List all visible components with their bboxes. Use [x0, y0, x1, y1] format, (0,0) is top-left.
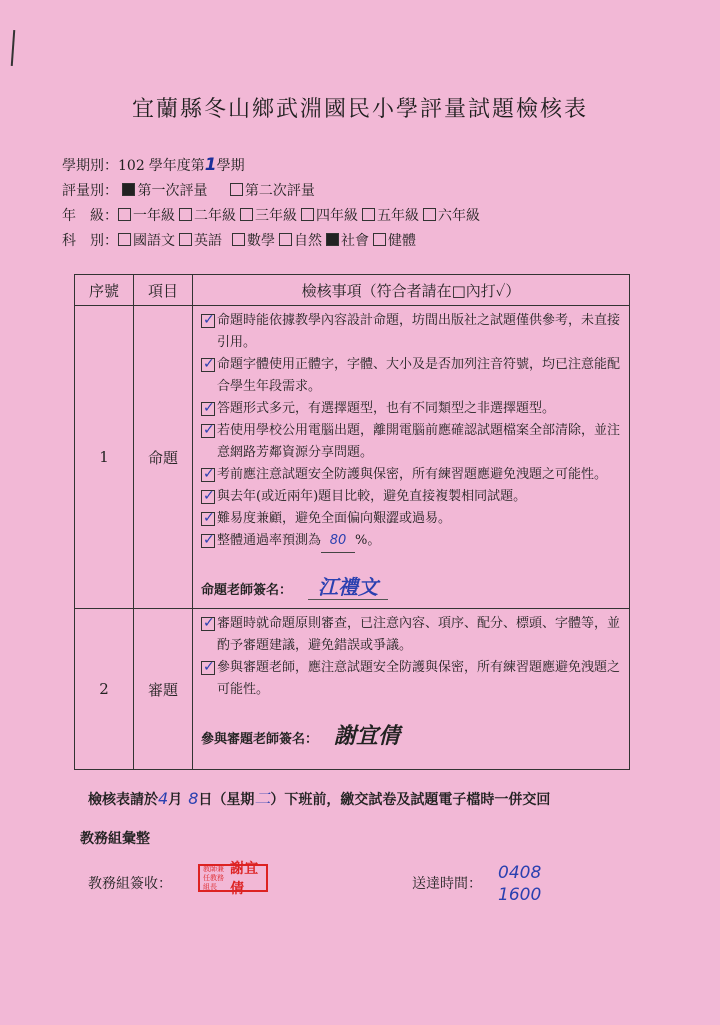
reviewer-signature-line: 參與審題老師簽名： 謝宜倩	[201, 724, 401, 749]
semester-number: 1	[204, 155, 217, 175]
grade-option[interactable]: 二年級	[179, 208, 236, 224]
grade-option[interactable]: 三年級	[240, 208, 297, 224]
deadline-day[interactable]: 8	[188, 789, 199, 808]
subject-option[interactable]: 英語	[179, 233, 222, 249]
checkbox-icon[interactable]	[201, 402, 215, 416]
checkbox-icon	[122, 183, 135, 196]
checkbox-icon[interactable]	[201, 534, 215, 548]
setter-signature[interactable]: 江禮文	[308, 575, 388, 600]
checkmark-icon: ✓	[203, 466, 215, 482]
checkbox-icon	[118, 233, 131, 246]
checkbox-icon[interactable]	[201, 314, 215, 328]
pass-rate-value[interactable]: 80	[321, 530, 355, 553]
checkbox-icon	[362, 208, 375, 221]
row-checks	[193, 609, 630, 770]
checkbox-icon	[179, 208, 192, 221]
check-item[interactable]: ✓ 答題形式多元，有選擇題型，也有不同類型之非選擇題型。	[201, 398, 623, 420]
row-number: 1	[75, 306, 134, 609]
semester-year: 102	[118, 158, 145, 174]
checkmark-icon: ✓	[203, 615, 215, 631]
check-item[interactable]: ✓ 參與審題老師，應注意試題安全防護與保密，所有練習題應避免洩題之可能性。	[201, 657, 623, 701]
setter-signature-line: 命題老師簽名： 江禮文	[201, 571, 623, 600]
send-time-label: 送達時間：	[412, 876, 482, 892]
subject-option[interactable]: 社會	[326, 233, 369, 249]
table-header-row	[75, 275, 630, 306]
checkbox-icon	[326, 233, 339, 246]
checkbox-icon	[240, 208, 253, 221]
header-check: 檢核事項（符合者請在□內打✓）	[193, 275, 630, 306]
reviewer-signature[interactable]: 謝宜倩	[334, 724, 401, 749]
checkmark-icon: ✓	[203, 532, 215, 548]
row-item: 審題	[134, 609, 193, 770]
checkbox-icon	[230, 183, 243, 196]
stamp-name: 謝宜倩	[230, 861, 259, 897]
checkbox-icon[interactable]	[201, 424, 215, 438]
grade-option[interactable]: 一年級	[118, 208, 175, 224]
grade-label: 年 級：	[62, 208, 118, 224]
send-time-value[interactable]	[498, 862, 541, 906]
subject-option[interactable]: 國語文	[118, 233, 175, 249]
page-title: 宜蘭縣冬山鄉武淵國民小學評量試題檢核表	[131, 97, 588, 122]
header-item: 項目	[134, 275, 193, 306]
header-no: 序號	[75, 275, 134, 306]
checkmark-icon: ✓	[203, 510, 215, 526]
grade-option[interactable]: 四年級	[301, 208, 358, 224]
check-item[interactable]: ✓ 審題時就命題原則審查，已注意內容、項序、配分、標頭、字體等，並酌予審題建議，避免錯誤或爭議。	[201, 613, 623, 657]
subject-option[interactable]: 數學	[232, 233, 275, 249]
office-sign-label: 教務組簽收：	[88, 876, 172, 892]
compiler-label: 教務組彙整	[80, 831, 150, 847]
checkbox-icon	[232, 233, 245, 246]
checkbox-icon	[423, 208, 436, 221]
row-item: 命題	[134, 306, 193, 609]
grade-option[interactable]: 六年級	[423, 208, 480, 224]
subject-option[interactable]: 健體	[373, 233, 416, 249]
row-number: 2	[75, 609, 134, 770]
checkbox-icon[interactable]	[201, 617, 215, 631]
check-item[interactable]: ✓ 與去年(或近兩年)題目比較，避免直接複製相同試題。	[201, 486, 623, 508]
subject-line	[62, 230, 420, 250]
checkbox-icon	[279, 233, 292, 246]
checkmark-icon: ✓	[203, 356, 215, 372]
checkbox-icon	[301, 208, 314, 221]
exam-type-label: 評量別：	[62, 183, 118, 199]
stamp-title: 教師兼任教務組長	[203, 864, 224, 891]
deadline-weekday[interactable]: 二	[254, 789, 271, 808]
exam-type-option-second[interactable]: 第二次評量	[230, 183, 315, 199]
check-item[interactable]: ✓ 若使用學校公用電腦出題，離開電腦前應確認試題檔案全部清除，並注意網路芳鄰資源分享問題。	[201, 420, 623, 464]
table-row	[75, 609, 630, 770]
send-time-date: 0408	[498, 863, 542, 883]
checkbox-icon[interactable]	[201, 490, 215, 504]
margin-pen-mark	[11, 30, 16, 66]
exam-type-line	[62, 180, 319, 200]
check-item[interactable]: ✓ 難易度兼顧，避免全面偏向艱澀或過易。	[201, 508, 623, 530]
checkbox-icon	[118, 208, 131, 221]
send-time-clock: 1600	[498, 885, 542, 905]
row-checks	[193, 306, 630, 609]
checkmark-icon: ✓	[203, 488, 215, 504]
checkbox-icon[interactable]	[201, 468, 215, 482]
checkbox-icon[interactable]	[201, 512, 215, 526]
exam-type-option-first[interactable]: 第一次評量	[122, 183, 207, 199]
check-item[interactable]: ✓ 考前應注意試題安全防護與保密，所有練習題應避免洩題之可能性。	[201, 464, 623, 486]
table-row	[75, 306, 630, 609]
checkmark-icon: ✓	[203, 659, 215, 675]
checkbox-icon	[373, 233, 386, 246]
checkmark-icon: ✓	[203, 422, 215, 438]
semester-suffix: 學期	[216, 158, 245, 174]
check-item-pass-rate[interactable]: ✓ 整體通過率預測為 80 %。	[201, 530, 623, 553]
deadline-line: 檢核表請於4月 8日（星期二）下班前，繳交試卷及試題電子檔時一併交回	[88, 789, 551, 808]
checkbox-icon[interactable]	[201, 358, 215, 372]
deadline-month[interactable]: 4	[158, 789, 169, 808]
checkbox-icon[interactable]	[201, 661, 215, 675]
subject-option[interactable]: 自然	[279, 233, 322, 249]
semester-line	[62, 155, 245, 175]
checkbox-icon	[179, 233, 192, 246]
check-item[interactable]: ✓ 命題時能依據教學內容設計命題，坊間出版社之試題僅供參考，未直接引用。	[201, 310, 623, 354]
semester-label: 學期別：	[62, 158, 118, 174]
checkmark-icon: ✓	[203, 400, 215, 416]
checklist-table	[74, 274, 630, 770]
grade-line	[62, 205, 484, 225]
checkmark-icon: ✓	[203, 312, 215, 328]
subject-label: 科 別：	[62, 233, 118, 249]
grade-option[interactable]: 五年級	[362, 208, 419, 224]
office-stamp	[198, 861, 268, 897]
semester-mid: 學年度第	[148, 158, 205, 174]
check-item[interactable]: ✓ 命題字體使用正體字，字體、大小及是否加列注音符號，均已注意能配合學生年段需求。	[201, 354, 623, 398]
